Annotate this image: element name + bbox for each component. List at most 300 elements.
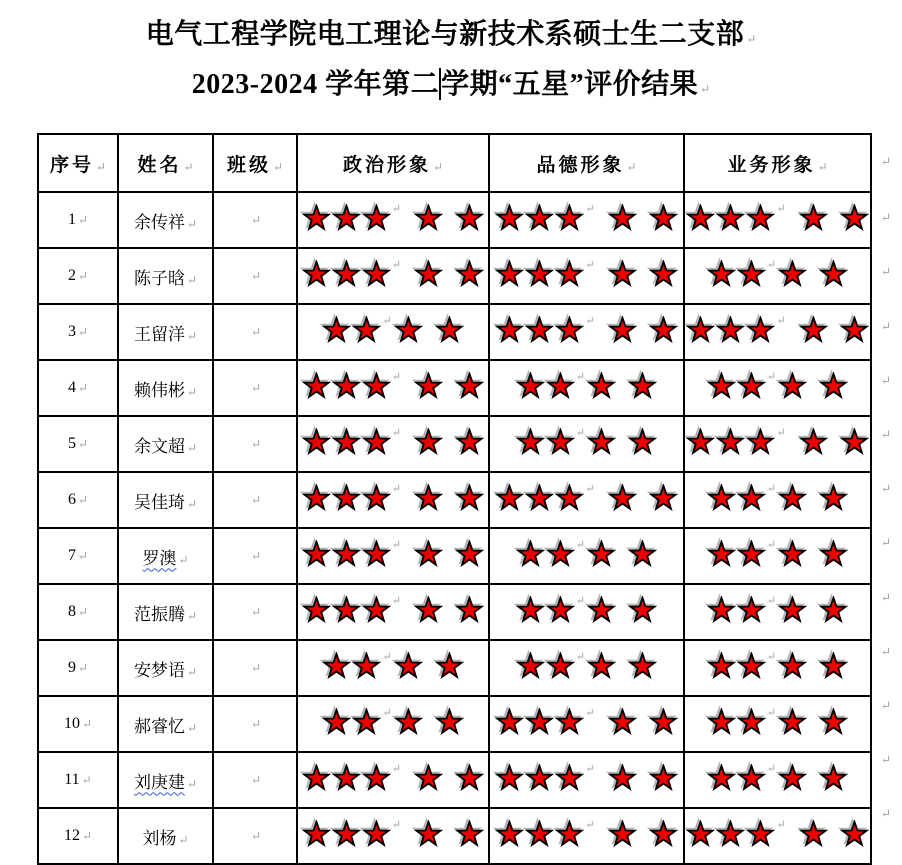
- paragraph-mark: ↵: [272, 159, 284, 174]
- paragraph-mark: ↵: [250, 437, 262, 451]
- paragraph-mark: ↵: [881, 698, 892, 713]
- star-icon: [799, 204, 828, 231]
- star-icon: [587, 540, 616, 567]
- paragraph-mark: ↵: [77, 549, 89, 563]
- row-number: 2: [67, 267, 76, 284]
- paragraph-mark: ↵: [881, 481, 892, 496]
- student-name-cell[interactable]: [118, 416, 213, 472]
- table-row: [38, 472, 871, 528]
- star-icon: [516, 372, 545, 399]
- star-icon: [707, 260, 736, 287]
- star-icon: [455, 764, 484, 791]
- star-icon: [546, 596, 575, 623]
- stars-cell-moral-image[interactable]: [489, 808, 684, 864]
- star-rating: [302, 820, 484, 847]
- star-icon: [819, 652, 848, 679]
- row-number-cell[interactable]: [38, 696, 118, 752]
- paragraph-mark: ↵: [881, 319, 892, 333]
- stars-cell-business-image[interactable]: [684, 472, 871, 528]
- star-icon: [686, 204, 715, 231]
- paragraph-mark: ↵: [585, 259, 595, 271]
- star-icon: [394, 708, 423, 735]
- table-row: [38, 248, 871, 304]
- star-icon: [435, 316, 464, 343]
- paragraph-mark: ↵: [186, 384, 198, 399]
- student-name-cell[interactable]: [118, 528, 213, 584]
- star-icon: [587, 372, 616, 399]
- row-number: 7: [67, 547, 76, 564]
- star-rating: [302, 260, 484, 287]
- star-icon: [322, 652, 351, 679]
- stars-cell-business-image[interactable]: [684, 416, 871, 472]
- row-number-cell[interactable]: [38, 752, 118, 808]
- paragraph-mark: ↵: [776, 819, 786, 831]
- star-icon: [778, 540, 807, 567]
- star-icon: [332, 260, 361, 287]
- star-icon: [778, 484, 807, 511]
- star-icon: [707, 596, 736, 623]
- student-name: 郝睿忆: [133, 716, 185, 736]
- star-icon: [394, 652, 423, 679]
- paragraph-mark: ↵: [881, 373, 892, 388]
- paragraph-mark: ↵: [382, 651, 392, 663]
- stars-cell-political-image[interactable]: [297, 696, 489, 752]
- star-icon: [628, 652, 657, 679]
- row-number-cell[interactable]: [38, 640, 118, 696]
- stars-cell-business-image[interactable]: [684, 248, 871, 304]
- stars-cell-moral-image[interactable]: [489, 472, 684, 528]
- table-row: [38, 192, 871, 248]
- paragraph-mark: ↵: [186, 608, 198, 623]
- star-icon: [302, 820, 331, 847]
- paragraph-mark: ↵: [77, 661, 89, 675]
- paragraph-mark: ↵: [250, 213, 262, 227]
- star-icon: [455, 204, 484, 231]
- star-icon: [332, 820, 361, 847]
- star-icon: [649, 708, 678, 735]
- student-name: 安梦语: [133, 660, 185, 680]
- star-icon: [555, 316, 584, 343]
- star-icon: [394, 316, 423, 343]
- star-icon: [799, 428, 828, 455]
- stars-cell-business-image[interactable]: [684, 696, 871, 752]
- paragraph-mark: ↵: [186, 496, 198, 511]
- star-icon: [362, 372, 391, 399]
- star-icon: [455, 596, 484, 623]
- row-number-cell[interactable]: [38, 192, 118, 248]
- star-icon: [555, 764, 584, 791]
- student-name: 余文超: [133, 436, 185, 456]
- paragraph-mark: ↵: [766, 763, 777, 775]
- star-rating: [495, 260, 677, 287]
- paragraph-mark: ↵: [575, 539, 586, 551]
- stars-cell-moral-image[interactable]: [489, 528, 684, 584]
- star-icon: [746, 204, 775, 231]
- star-icon: [525, 820, 554, 847]
- star-rating: [302, 540, 484, 567]
- star-icon: [819, 260, 848, 287]
- star-rating: [322, 316, 463, 343]
- stars-cell-business-image[interactable]: [684, 192, 871, 248]
- row-number-cell[interactable]: [38, 528, 118, 584]
- star-icon: [516, 596, 545, 623]
- star-icon: [649, 260, 678, 287]
- student-name-cell[interactable]: [118, 248, 213, 304]
- paragraph-mark: ↵: [95, 159, 107, 174]
- star-icon: [819, 540, 848, 567]
- star-icon: [737, 484, 766, 511]
- star-rating: [495, 708, 677, 735]
- star-icon: [707, 708, 736, 735]
- star-icon: [819, 708, 848, 735]
- stars-cell-business-image[interactable]: [684, 360, 871, 416]
- row-number-cell[interactable]: [38, 808, 118, 864]
- table-row: [38, 416, 871, 472]
- class-cell[interactable]: [213, 248, 297, 304]
- star-icon: [322, 708, 351, 735]
- class-cell[interactable]: [213, 416, 297, 472]
- star-icon: [302, 484, 331, 511]
- paragraph-mark: ↵: [77, 381, 89, 395]
- star-icon: [332, 484, 361, 511]
- star-icon: [608, 820, 637, 847]
- table-row: [38, 528, 871, 584]
- paragraph-mark: ↵: [391, 203, 402, 215]
- stars-cell-business-image[interactable]: [684, 640, 871, 696]
- paragraph-mark: ↵: [250, 829, 262, 843]
- stars-cell-political-image[interactable]: [297, 416, 489, 472]
- student-name: 吴佳琦: [133, 492, 185, 512]
- title-text-1: 电气工程学院电工理论与新技术系硕士生二支部: [145, 19, 745, 50]
- star-rating: [322, 708, 463, 735]
- student-name-cell[interactable]: [118, 584, 213, 640]
- star-icon: [555, 708, 584, 735]
- stars-cell-moral-image[interactable]: [489, 360, 684, 416]
- row-number-cell[interactable]: [38, 248, 118, 304]
- star-icon: [525, 204, 554, 231]
- student-name-cell[interactable]: [118, 472, 213, 528]
- row-number: 3: [67, 323, 76, 340]
- paragraph-mark: ↵: [881, 644, 892, 659]
- star-icon: [707, 540, 736, 567]
- stars-cell-business-image[interactable]: [684, 808, 871, 864]
- table-row: [38, 808, 871, 864]
- paragraph-mark: ↵: [585, 707, 595, 719]
- star-icon: [737, 652, 766, 679]
- paragraph-mark: ↵: [186, 216, 198, 231]
- evaluation-table: [37, 133, 872, 865]
- student-name: 赖伟彬: [133, 380, 185, 400]
- paragraph-mark: ↵: [881, 210, 892, 225]
- star-icon: [302, 372, 331, 399]
- star-rating: [495, 820, 677, 847]
- star-icon: [778, 764, 807, 791]
- paragraph-mark: ↵: [178, 552, 189, 567]
- star-icon: [495, 764, 524, 791]
- column-header-no[interactable]: 序号 ↵: [38, 134, 118, 192]
- star-icon: [332, 764, 361, 791]
- star-icon: [414, 204, 443, 231]
- star-icon: [495, 484, 524, 511]
- student-name: 刘杨: [142, 828, 177, 848]
- star-icon: [302, 428, 331, 455]
- student-name-cell[interactable]: [118, 192, 213, 248]
- stars-cell-business-image[interactable]: [684, 304, 871, 360]
- star-icon: [302, 540, 331, 567]
- star-icon: [455, 540, 484, 567]
- title-text-2-left: 2023-2024 学年第二: [191, 69, 440, 100]
- star-icon: [819, 372, 848, 399]
- stars-cell-moral-image[interactable]: [489, 752, 684, 808]
- column-header-political-image[interactable]: 政治形象 ↵: [297, 134, 489, 192]
- star-icon: [516, 652, 545, 679]
- star-icon: [495, 260, 524, 287]
- class-cell[interactable]: [213, 808, 297, 864]
- stars-cell-business-image[interactable]: [684, 528, 871, 584]
- student-name-cell[interactable]: [118, 696, 213, 752]
- star-icon: [302, 260, 331, 287]
- student-name-cell[interactable]: [118, 640, 213, 696]
- paragraph-mark: ↵: [77, 213, 89, 227]
- column-header-moral-image[interactable]: 品德形象 ↵: [489, 134, 684, 192]
- class-cell[interactable]: [213, 360, 297, 416]
- stars-cell-political-image[interactable]: [297, 360, 489, 416]
- star-icon: [737, 596, 766, 623]
- star-icon: [455, 484, 484, 511]
- star-icon: [525, 484, 554, 511]
- stars-cell-moral-image[interactable]: [489, 248, 684, 304]
- star-icon: [587, 428, 616, 455]
- text-cursor: [439, 68, 441, 100]
- star-icon: [362, 484, 391, 511]
- paragraph-mark: ↵: [776, 315, 786, 327]
- paragraph-mark: ↵: [575, 595, 586, 607]
- class-cell[interactable]: [213, 584, 297, 640]
- stars-cell-political-image[interactable]: [297, 808, 489, 864]
- stars-cell-political-image[interactable]: [297, 304, 489, 360]
- star-icon: [799, 316, 828, 343]
- star-icon: [546, 428, 575, 455]
- star-icon: [608, 764, 637, 791]
- row-number: 8: [67, 603, 76, 620]
- stars-cell-moral-image[interactable]: [489, 416, 684, 472]
- star-icon: [778, 708, 807, 735]
- star-icon: [746, 428, 775, 455]
- star-icon: [819, 764, 848, 791]
- row-number-cell[interactable]: [38, 304, 118, 360]
- class-cell[interactable]: [213, 472, 297, 528]
- star-icon: [414, 260, 443, 287]
- table-row: [38, 640, 871, 696]
- paragraph-mark: ↵: [626, 159, 637, 174]
- paragraph-mark: ↵: [81, 773, 92, 787]
- star-icon: [778, 596, 807, 623]
- star-icon: [352, 708, 381, 735]
- star-icon: [555, 484, 584, 511]
- paragraph-mark: ↵: [776, 427, 786, 439]
- paragraph-mark: ↵: [766, 371, 777, 383]
- stars-cell-political-image[interactable]: [297, 752, 489, 808]
- star-icon: [362, 596, 391, 623]
- star-icon: [649, 820, 678, 847]
- stars-cell-business-image[interactable]: [684, 584, 871, 640]
- star-icon: [608, 316, 637, 343]
- star-rating: [495, 764, 677, 791]
- paragraph-mark: ↵: [77, 437, 89, 451]
- row-number: 12: [63, 827, 80, 844]
- star-rating: [495, 484, 677, 511]
- paragraph-mark: ↵: [575, 651, 586, 663]
- stars-cell-political-image[interactable]: [297, 192, 489, 248]
- star-icon: [362, 820, 391, 847]
- student-name: 陈子晗: [133, 268, 185, 288]
- star-icon: [352, 652, 381, 679]
- star-rating: [686, 316, 868, 343]
- stars-cell-political-image[interactable]: [297, 248, 489, 304]
- star-icon: [840, 428, 869, 455]
- row-number-cell[interactable]: [38, 416, 118, 472]
- row-number: 1: [67, 211, 76, 228]
- paragraph-mark: ↵: [250, 493, 262, 507]
- student-name-cell[interactable]: [118, 360, 213, 416]
- row-number: 5: [67, 435, 76, 452]
- student-name-cell[interactable]: [118, 304, 213, 360]
- star-icon: [716, 820, 745, 847]
- document-title-line-2[interactable]: [0, 62, 902, 112]
- star-icon: [455, 372, 484, 399]
- row-number-cell[interactable]: [38, 360, 118, 416]
- paragraph-mark: ↵: [250, 605, 262, 619]
- star-icon: [707, 652, 736, 679]
- row-number-cell[interactable]: [38, 472, 118, 528]
- paragraph-mark: ↵: [250, 325, 262, 339]
- paragraph-mark: ↵: [881, 535, 892, 550]
- star-icon: [352, 316, 381, 343]
- row-number: 10: [63, 715, 80, 732]
- paragraph-mark: ↵: [881, 264, 892, 279]
- star-icon: [362, 428, 391, 455]
- star-icon: [686, 428, 715, 455]
- paragraph-mark: ↵: [186, 720, 198, 735]
- class-cell[interactable]: [213, 752, 297, 808]
- star-icon: [332, 596, 361, 623]
- star-icon: [414, 596, 443, 623]
- paragraph-mark: ↵: [250, 773, 262, 787]
- stars-cell-political-image[interactable]: [297, 528, 489, 584]
- star-rating: [302, 372, 484, 399]
- stars-cell-moral-image[interactable]: [489, 640, 684, 696]
- stars-cell-political-image[interactable]: [297, 472, 489, 528]
- stars-cell-business-image[interactable]: [684, 752, 871, 808]
- row-number: 11: [64, 771, 80, 788]
- star-icon: [649, 204, 678, 231]
- paragraph-mark: ↵: [766, 539, 777, 551]
- paragraph-mark: ↵: [178, 832, 189, 847]
- stars-cell-moral-image[interactable]: [489, 696, 684, 752]
- stars-cell-moral-image[interactable]: [489, 584, 684, 640]
- stars-cell-moral-image[interactable]: [489, 304, 684, 360]
- star-icon: [525, 316, 554, 343]
- star-icon: [455, 428, 484, 455]
- paragraph-mark: ↵: [575, 427, 586, 439]
- star-rating: [495, 204, 677, 231]
- star-rating: [322, 652, 463, 679]
- star-icon: [516, 540, 545, 567]
- class-cell[interactable]: [213, 304, 297, 360]
- star-rating: [686, 820, 868, 847]
- star-icon: [799, 820, 828, 847]
- stars-cell-political-image[interactable]: [297, 640, 489, 696]
- stars-cell-moral-image[interactable]: [489, 192, 684, 248]
- paragraph-mark: ↵: [585, 483, 595, 495]
- star-rating: [707, 596, 848, 623]
- star-rating: [707, 540, 848, 567]
- star-rating: [302, 596, 484, 623]
- row-number-cell[interactable]: [38, 584, 118, 640]
- star-icon: [587, 596, 616, 623]
- table-row: [38, 304, 871, 360]
- paragraph-mark: ↵: [81, 829, 93, 843]
- paragraph-mark: ↵: [250, 661, 262, 675]
- star-rating: [495, 316, 677, 343]
- star-icon: [525, 764, 554, 791]
- star-icon: [716, 428, 745, 455]
- column-header-class[interactable]: 班级 ↵: [213, 134, 297, 192]
- student-name-cell[interactable]: [118, 752, 213, 808]
- star-rating: [686, 428, 868, 455]
- row-number: 4: [67, 379, 76, 396]
- document-title-line-1[interactable]: [0, 12, 902, 62]
- star-icon: [746, 316, 775, 343]
- star-icon: [495, 708, 524, 735]
- star-rating: [516, 652, 657, 679]
- class-cell[interactable]: [213, 640, 297, 696]
- star-icon: [707, 372, 736, 399]
- star-rating: [516, 372, 657, 399]
- student-name: 余传祥: [133, 212, 185, 232]
- star-icon: [628, 596, 657, 623]
- star-icon: [608, 260, 637, 287]
- star-icon: [332, 428, 361, 455]
- paragraph-mark: ↵: [77, 269, 89, 283]
- table-row: [38, 696, 871, 752]
- paragraph-mark: ↵: [766, 259, 777, 271]
- star-icon: [495, 316, 524, 343]
- class-cell[interactable]: [213, 696, 297, 752]
- star-icon: [608, 204, 637, 231]
- paragraph-mark: ↵: [250, 717, 262, 731]
- star-icon: [628, 372, 657, 399]
- column-header-business-image[interactable]: 业务形象 ↵: [684, 134, 871, 192]
- paragraph-mark: ↵: [250, 549, 262, 563]
- paragraph-mark: ↵: [585, 315, 595, 327]
- paragraph-mark: ↵: [881, 590, 892, 604]
- star-icon: [332, 540, 361, 567]
- star-icon: [686, 820, 715, 847]
- class-cell[interactable]: [213, 528, 297, 584]
- stars-cell-political-image[interactable]: [297, 584, 489, 640]
- column-header-name[interactable]: 姓名 ↵: [118, 134, 213, 192]
- class-cell[interactable]: [213, 192, 297, 248]
- star-icon: [778, 652, 807, 679]
- star-rating: [707, 372, 848, 399]
- star-rating: [707, 484, 848, 511]
- star-icon: [716, 204, 745, 231]
- star-icon: [362, 540, 391, 567]
- star-rating: [302, 428, 484, 455]
- star-icon: [332, 204, 361, 231]
- student-name-cell[interactable]: [118, 808, 213, 864]
